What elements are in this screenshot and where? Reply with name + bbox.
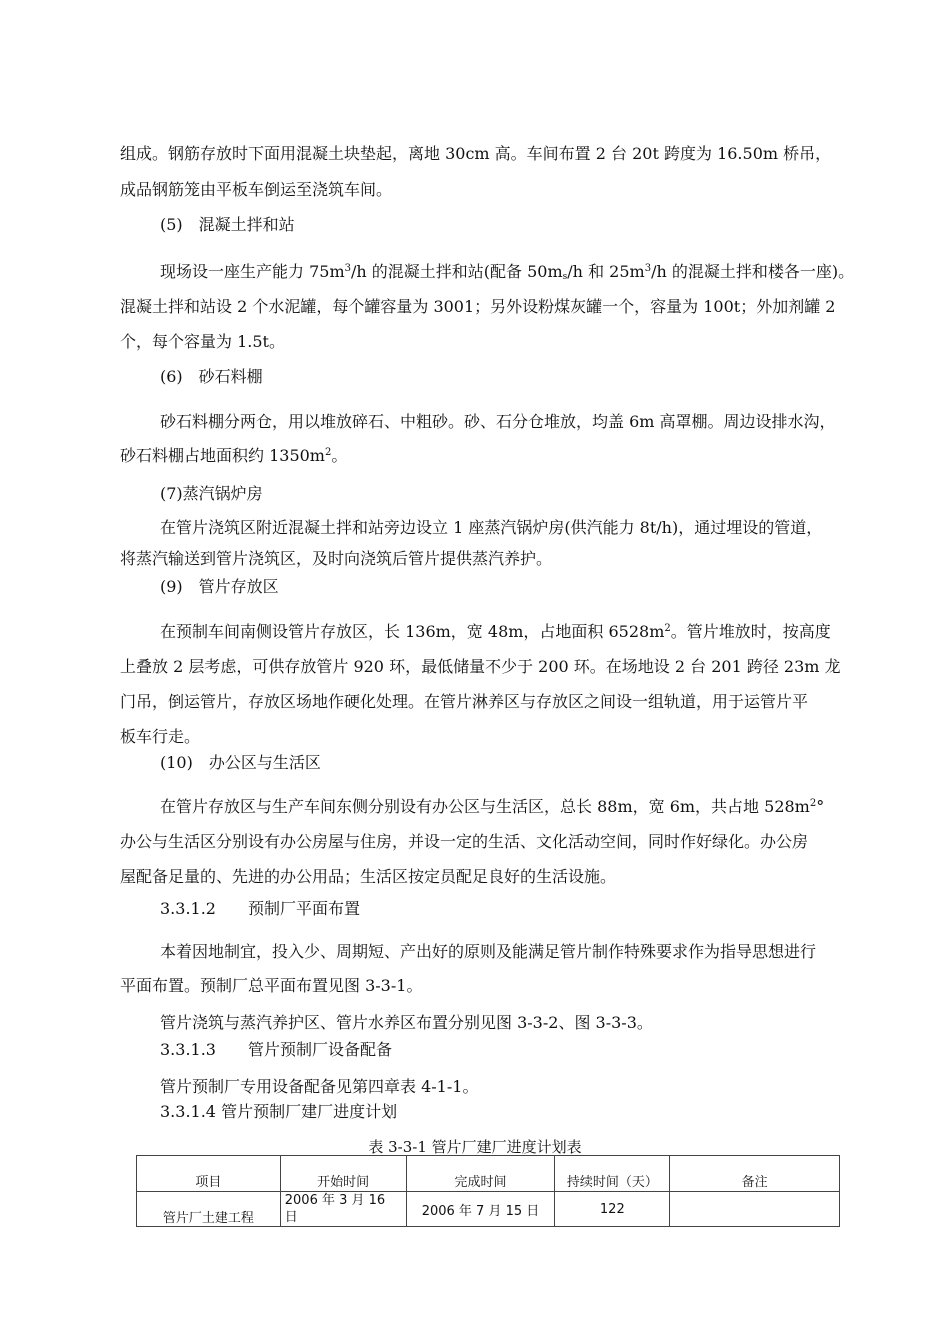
column-header-note: 备注 <box>670 1156 840 1192</box>
section-heading: 3.3.1.2 预制厂平面布置 <box>160 899 360 918</box>
body-text-line: 在管片存放区与生产车间东侧分别设有办公区与生活区，总长 88m，宽 6m，共占地 $528m^2^\circ$ <box>160 797 825 816</box>
body-text-line: 在管片浇筑区附近混凝土拌和站旁边设立 1 座蒸汽锅炉房(供汽能力 8t/h)，通过埋设的管道， <box>160 518 823 537</box>
subheading: (5) 混凝土拌和站 <box>160 215 295 234</box>
cell-end: 2006 年 7 月 15 日 <box>406 1192 555 1227</box>
cell-item: 管片厂土建工程 <box>137 1192 281 1227</box>
subheading: (10) 办公区与生活区 <box>160 753 321 772</box>
body-text-line: 上叠放 2 层考虑，可供存放管片 920 环，最低储量不少于 200 环。在场地设 2 台 201 跨径 23m 龙 <box>120 657 841 676</box>
column-header-start: 开始时间 <box>280 1156 406 1192</box>
body-text-line: 本着因地制宜，投入少、周期短、产出好的原则及能满足管片制作特殊要求作为指导思想进行 <box>160 942 817 961</box>
cell-duration: 122 <box>555 1192 670 1227</box>
cell-note <box>670 1192 840 1227</box>
table-row <box>137 1192 840 1227</box>
column-header-duration: 持续时间（天） <box>555 1156 670 1192</box>
table-caption: 表 3-3-1 管片厂建厂进度计划表 <box>368 1138 582 1156</box>
body-text-line: 板车行走。 <box>120 727 201 746</box>
body-text-line: 管片预制厂专用设备配备见第四章表 4-1-1。 <box>160 1077 479 1096</box>
body-text-line: 屋配备足量的、先进的办公用品；生活区按定员配足良好的生活设施。 <box>120 867 617 886</box>
schedule-table <box>136 1155 840 1227</box>
body-text-line: 现场设一座生产能力 $75m^3/h$ 的混凝土拌和站(配备 $50m_s/h$ 和 $25m^3/h$ 的混凝土拌和楼各一座)。 <box>160 262 855 282</box>
body-text-line: 平面布置。预制厂总平面布置见图 3-3-1。 <box>120 976 423 995</box>
body-text-line: 在预制车间南侧设管片存放区，长 136m，宽 48m，占地面积 $6528m^2$。管片堆放时，按高度 <box>160 622 831 641</box>
section-heading: 3.3.1.4 管片预制厂建厂进度计划 <box>160 1102 398 1121</box>
subheading: (6) 砂石料棚 <box>160 367 263 386</box>
body-text-line: 砂石料棚分两仓，用以堆放碎石、中粗砂。砂、石分仓堆放，均盖 6m 高罩棚。周边设排水沟， <box>160 412 836 431</box>
column-header-item: 项目 <box>137 1156 281 1192</box>
body-text-line: 个，每个容量为 1.5t。 <box>120 332 285 351</box>
page-cutoff <box>0 1227 950 1344</box>
body-text-line: 办公与生活区分别设有办公房屋与住房，并设一定的生活、文化活动空间，同时作好绿化。办公房 <box>120 832 809 851</box>
body-text-line: 管片浇筑与蒸汽养护区、管片水养区布置分别见图 3-3-2、图 3-3-3。 <box>160 1013 653 1032</box>
body-text-line: 成品钢筋笼由平板车倒运至浇筑车间。 <box>120 180 393 199</box>
body-text-line: 将蒸汽输送到管片浇筑区，及时向浇筑后管片提供蒸汽养护。 <box>120 549 553 568</box>
body-text-line: 组成。钢筋存放时下面用混凝土块垫起，离地 30cm 高。车间布置 2 台 20t 跨度为 16.50m 桥吊， <box>120 144 832 163</box>
body-text-line: 砂石料棚占地面积约 $1350m^2$。 <box>120 446 348 465</box>
cell-start: 2006 年 3 月 16 日 <box>280 1192 406 1227</box>
subheading: (9) 管片存放区 <box>160 577 279 596</box>
body-text-line: 混凝土拌和站设 2 个水泥罐，每个罐容量为 3001；另外设粉煤灰罐一个，容量为 100t；外加剂罐 2 <box>120 297 836 316</box>
column-header-end: 完成时间 <box>406 1156 555 1192</box>
body-text-line: 门吊，倒运管片，存放区场地作硬化处理。在管片淋养区与存放区之间设一组轨道，用于运管片平 <box>120 692 809 711</box>
table-header-row <box>137 1156 840 1192</box>
section-heading: 3.3.1.3 管片预制厂设备配备 <box>160 1040 392 1059</box>
subheading: (7)蒸汽锅炉房 <box>160 484 263 503</box>
